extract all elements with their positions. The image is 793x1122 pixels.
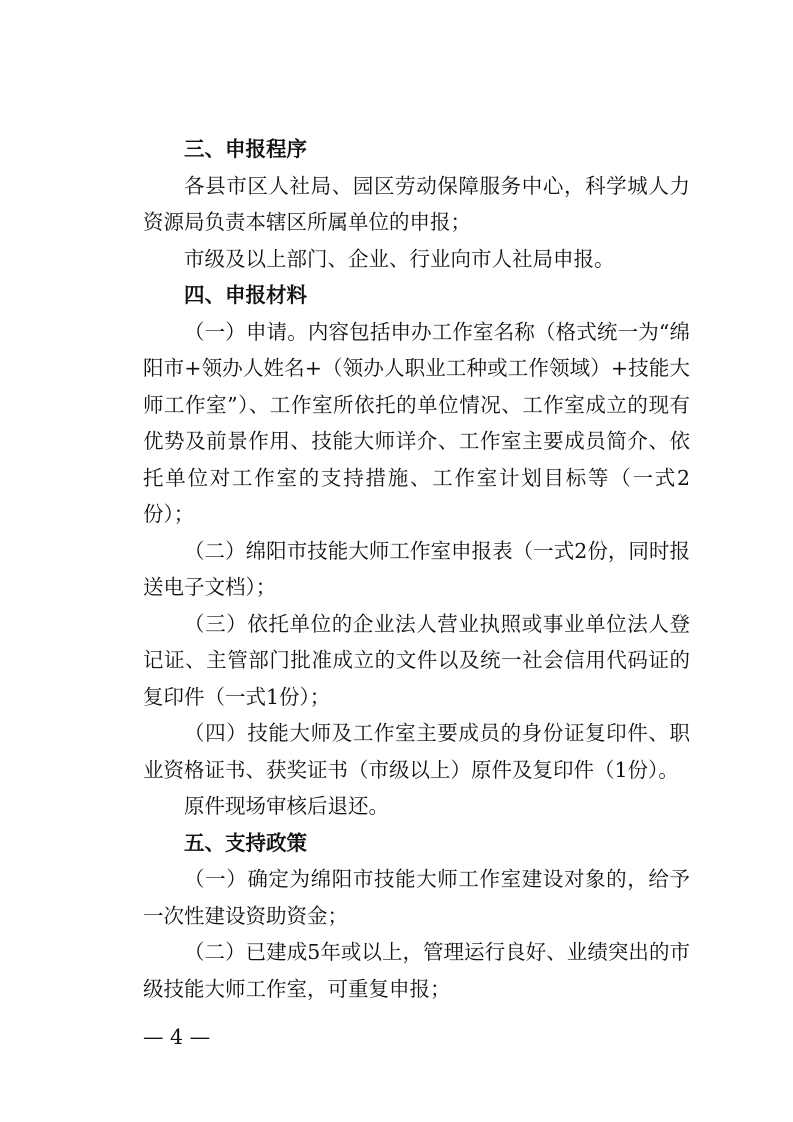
section-heading-support-policy: 五、支持政策: [184, 830, 307, 855]
document-body: [143, 131, 690, 1007]
paragraph-material-license: （三）依托单位的企业法人营业执照或事业单位法人登记证、主管部门批准成立的文件以及统一社会信用代码证的复印件（一式1份）；: [143, 611, 690, 709]
section-heading-application-procedure: 三、申报程序: [184, 137, 307, 161]
paragraph-city-declaration: 市级及以上部门、企业、行业向市人社局申报。: [184, 246, 615, 271]
page-number: — 4 —: [143, 1025, 211, 1049]
paragraph-policy-funding: （一）确定为绵阳市技能大师工作室建设对象的，给予一次性建设资助资金；: [143, 867, 690, 928]
paragraph-policy-reapply: （二）已建成5年或以上，管理运行良好、业绩突出的市级技能大师工作室，可重复申报；: [143, 940, 690, 1001]
paragraph-material-application: （一）申请。内容包括申办工作室名称（格式统一为“绵阳市+领办人姓名+（领办人职业工种或工作领域）+技能大师工作室”）、工作室所依托的单位情况、工作室成立的现有优势及前景作用、技能大师详介、工作室主要成员简介、依托单位对工作室的支持措施、工作室计划目标等（一式2份）；: [143, 319, 690, 526]
paragraph-county-declaration: 各县市区人社局、园区劳动保障服务中心，科学城人力资源局负责本辖区所属单位的申报；: [143, 173, 690, 234]
section-heading-application-materials: 四、申报材料: [184, 283, 307, 307]
paragraph-material-form: （二）绵阳市技能大师工作室申报表（一式2份，同时报送电子文档）；: [143, 538, 690, 599]
paragraph-material-id-certificates: （四）技能大师及工作室主要成员的身份证复印件、职业资格证书、获奖证书（市级以上）原件及复印件（1份）。: [143, 721, 690, 782]
paragraph-originals-returned: 原件现场审核后退还。: [184, 794, 389, 818]
